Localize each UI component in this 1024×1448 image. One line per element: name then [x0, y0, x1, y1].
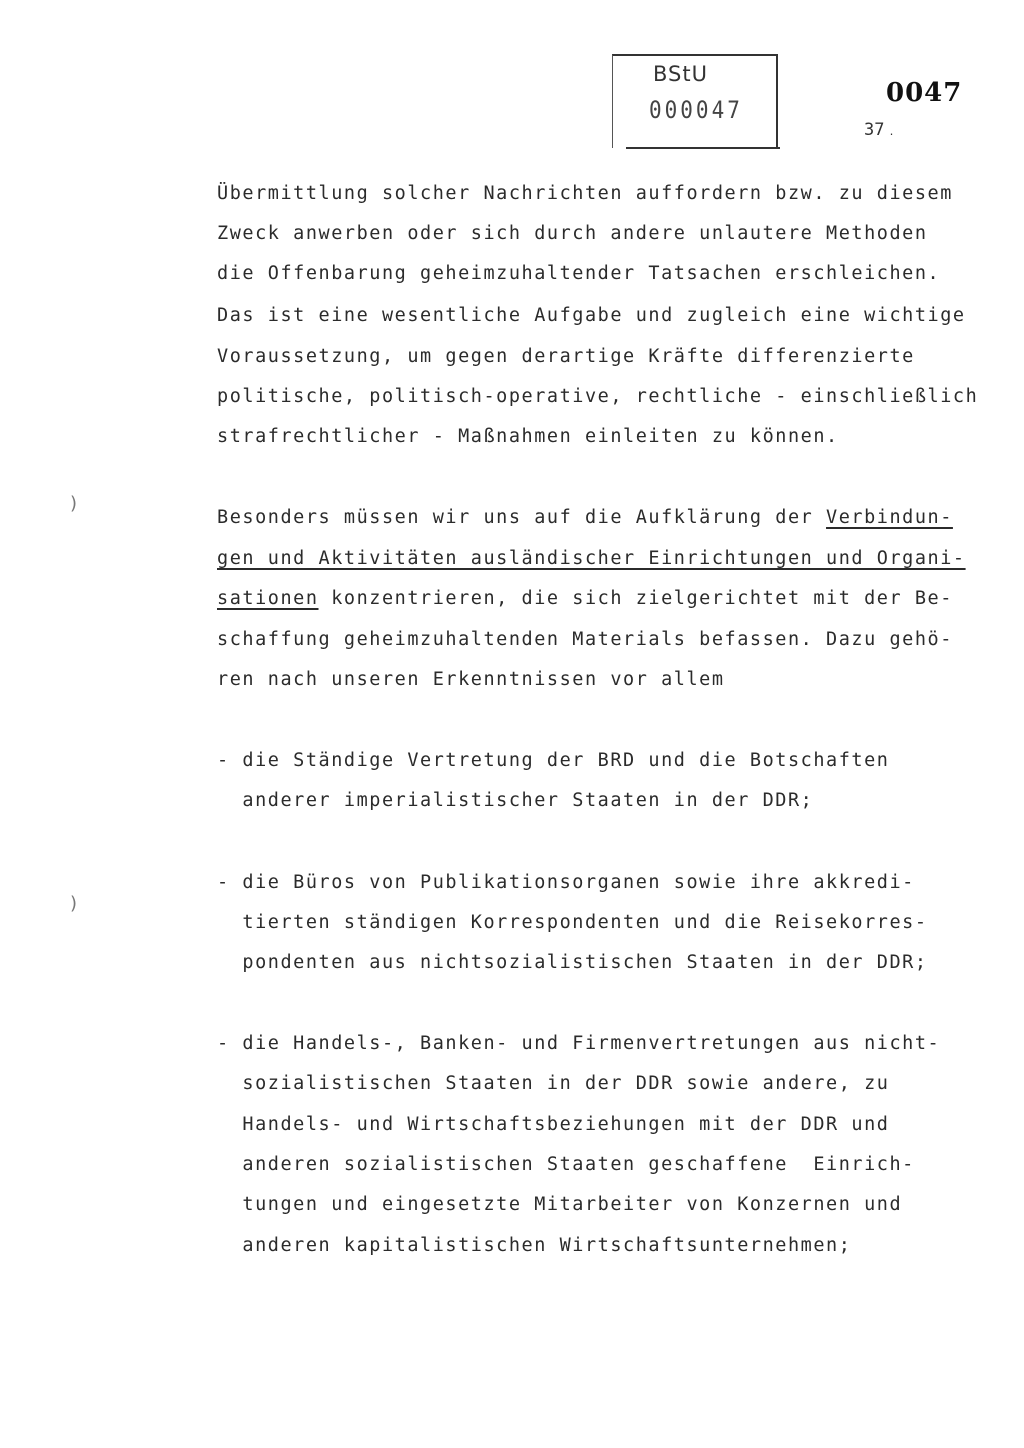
page-number-dot: . [888, 127, 895, 138]
list-item-line: pondenten aus nichtsozialistischen Staaten in der DDR; [217, 952, 928, 973]
stamp-title: BStU [653, 62, 708, 86]
paragraph2-line [217, 590, 953, 609]
paragraph2-underlined-text: Verbindun- [826, 507, 953, 528]
paragraph2-text: Besonders müssen wir uns auf die Aufklärung der [217, 507, 827, 528]
paragraph1-line: strafrechtlicher - Maßnahmen einleiten zu können. [217, 426, 839, 447]
stamp-bottom-line [626, 147, 780, 149]
paragraph2-line [217, 550, 966, 569]
paragraph1-line: Zweck anwerben oder sich durch andere unlautere Methoden [217, 223, 928, 244]
paragraph1-line: Das ist eine wesentliche Aufgabe und zugleich eine wichtige [217, 305, 966, 326]
list-item-line: Handels- und Wirtschaftsbeziehungen mit der DDR und [217, 1114, 890, 1135]
list-item-line: tungen und eingesetzte Mitarbeiter von Konzernen und [217, 1194, 903, 1215]
stamp-number: 000047 [649, 96, 743, 124]
list-item-line: - die Handels-, Banken- und Firmenvertretungen aus nicht- [217, 1033, 941, 1054]
list-item-line: anderen sozialistischen Staaten geschaffene Einrich- [217, 1154, 915, 1175]
binder-hole-mark: ) [70, 893, 78, 914]
page-number-value: 37 [864, 120, 885, 140]
paragraph1-line: politische, politisch-operative, rechtliche - einschließlich [217, 386, 979, 407]
archive-number: 0047 [886, 78, 963, 108]
paragraph2-underlined-text: gen und Aktivitäten ausländischer Einrichtungen und Organi- [217, 548, 966, 569]
paragraph1-line: die Offenbarung geheimzuhaltender Tatsachen erschleichen. [217, 263, 941, 284]
page-number [864, 120, 895, 140]
list-item-line: - die Ständige Vertretung der BRD und die Botschaften [217, 750, 890, 771]
list-item-line: tierten ständigen Korrespondenten und die Reisekorres- [217, 912, 928, 933]
paragraph2-line: schaffung geheimzuhaltenden Materials befassen. Dazu gehö- [217, 629, 953, 650]
archive-stamp [612, 54, 778, 148]
paragraph2-line: ren nach unseren Erkenntnissen vor allem [217, 669, 725, 690]
paragraph2-underlined-text: sationen [217, 588, 319, 609]
list-item-line: anderen kapitalistischen Wirtschaftsunternehmen; [217, 1235, 852, 1256]
binder-hole-mark: ) [70, 493, 78, 514]
list-item-line: anderer imperialistischer Staaten in der DDR; [217, 790, 814, 811]
list-item-line: - die Büros von Publikationsorganen sowie ihre akkredi- [217, 872, 915, 893]
list-item-line: sozialistischen Staaten in der DDR sowie andere, zu [217, 1073, 890, 1094]
paragraph2-text: konzentrieren, die sich zielgerichtet mit der Be- [318, 588, 953, 609]
paragraph1-line: Übermittlung solcher Nachrichten auffordern bzw. zu diesem [217, 183, 953, 204]
paragraph1-line: Voraussetzung, um gegen derartige Kräfte differenzierte [217, 346, 915, 367]
paragraph2-line [217, 509, 953, 528]
